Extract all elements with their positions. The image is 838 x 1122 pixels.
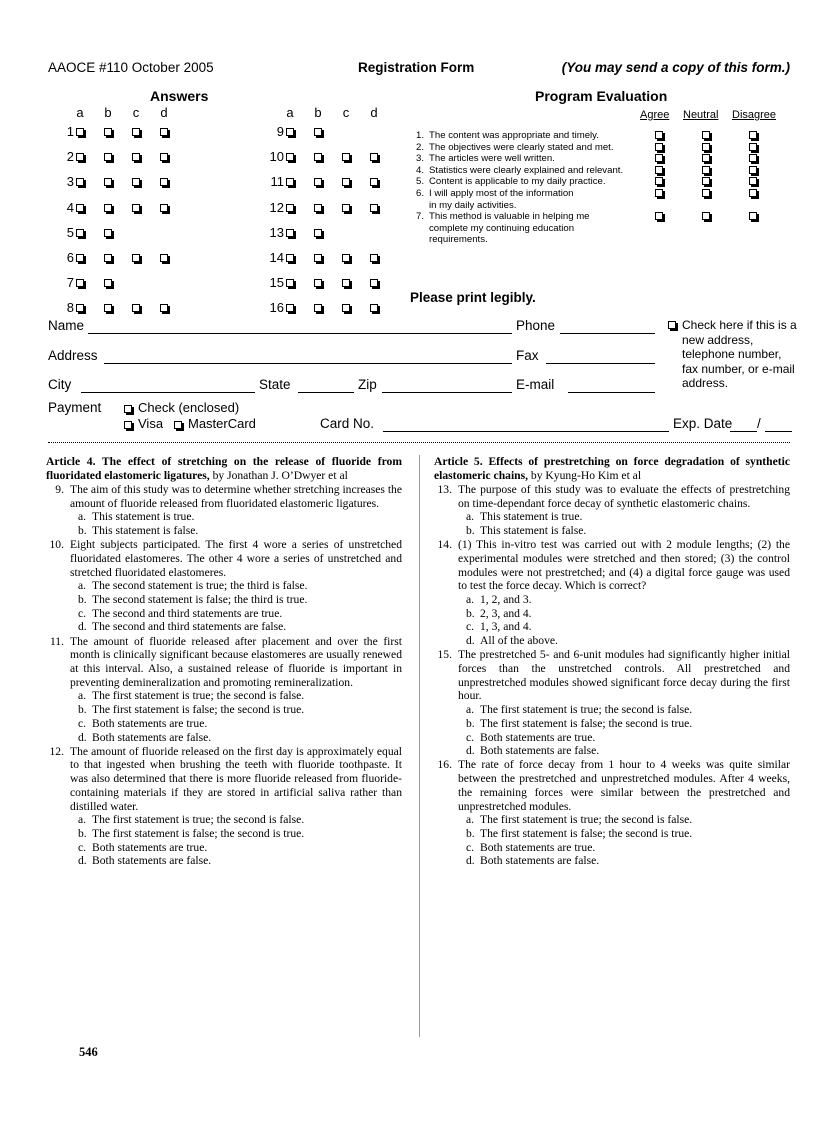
question-option-text: Both statements are false. [480, 744, 600, 758]
question-option-text: 2, 3, and 4. [480, 606, 532, 620]
question-option[interactable] [466, 703, 790, 717]
answer-row-number: 5 [66, 224, 74, 240]
question-stem: (1) This in-vitro test was carried out with 2 module lengths; (2) the experimental modules were stretched and then stored; (3) the control modules were not prestretched; and (4) a digital force gauge was used to test the force decay. Which is correct? [458, 538, 790, 593]
payment-check-checkbox[interactable] [124, 405, 132, 413]
program-evaluation-heading: Program Evaluation [535, 88, 668, 104]
question [434, 538, 790, 648]
question-option-text: The second and third statements are true. [92, 606, 283, 620]
question-option-text: The second and third statements are false. [92, 620, 287, 634]
evaluation-item-number: 5. [415, 176, 424, 188]
question-option[interactable] [78, 703, 402, 717]
answer-row-number: 16 [269, 300, 284, 316]
question-option-text: Both statements are false. [92, 730, 212, 744]
answer-row-number: 7 [66, 275, 74, 291]
question-option-letter: b. [466, 524, 475, 538]
question-option-text: The first statement is true; the second is false. [92, 689, 305, 703]
question-option[interactable] [466, 524, 790, 538]
evaluation-item-text-continued: in my daily activities. [429, 199, 517, 211]
question [46, 745, 402, 868]
evaluation-item-number: 4. [415, 164, 424, 176]
question-option[interactable] [78, 689, 402, 703]
question-option-letter: b. [78, 524, 87, 538]
question-option-letter: d. [78, 620, 87, 634]
question-option-letter: a. [78, 510, 87, 524]
copy-notice: (You may send a copy of this form.) [561, 60, 790, 75]
question-option-letter: b. [78, 703, 87, 717]
question [46, 483, 402, 538]
evaluation-item-text: The objectives were clearly stated and met. [429, 141, 614, 153]
answer-row-number: 15 [269, 275, 284, 291]
zip-label: Zip [358, 377, 377, 392]
question-option[interactable] [78, 827, 402, 841]
question-option[interactable] [466, 593, 790, 607]
answer-row-number: 1 [66, 124, 74, 139]
question-option-text: Both statements are true. [92, 716, 208, 730]
question-option-letter: b. [466, 606, 475, 620]
question-option[interactable] [78, 813, 402, 827]
question-option-letter: a. [466, 593, 475, 607]
question-option-text: The first statement is true; the second is false. [480, 813, 693, 827]
exp-year-input[interactable] [765, 431, 792, 432]
fax-input[interactable] [546, 363, 655, 364]
question-stem: The amount of fluoride released on the first day is approximately equal to that ingested when brushing the teeth with fluoride toothpaste. It was also determined that there is more fluoride released from fluoride-containing materials if they are stored in artificial saliva rather than distilled water. [70, 744, 402, 813]
answer-column-letter-c: c [342, 105, 350, 120]
question-option-text: This statement is true. [480, 510, 583, 524]
question-option[interactable] [78, 607, 402, 621]
payment-visa-label: Visa [138, 416, 164, 431]
question-option[interactable] [78, 717, 402, 731]
question-option[interactable] [78, 579, 402, 593]
question-option[interactable] [466, 620, 790, 634]
payment-mastercard-checkbox[interactable] [174, 421, 182, 429]
phone-label: Phone [516, 318, 556, 333]
question-option-letter: d. [78, 730, 87, 744]
email-label: E-mail [516, 377, 555, 392]
article-byline: by Kyung-Ho Kim et al [528, 468, 642, 482]
evaluation-item-number: 3. [415, 153, 424, 165]
zip-input[interactable] [382, 392, 512, 393]
exp-date-label: Exp. Date [673, 416, 733, 431]
evaluation-scale-neutral: Neutral [683, 109, 719, 121]
question-number: 14. [437, 538, 452, 552]
card-no-label: Card No. [320, 416, 375, 431]
question-option-letter: c. [78, 606, 87, 620]
name-label: Name [48, 318, 85, 333]
question-stem: Eight subjects participated. The first 4 wore a series of unstretched fluoridated elastomeres. The other 4 wore a series of unstretched and stretched fluoridated elastomeres. [70, 538, 402, 579]
question-option-text: The first statement is false; the second is true. [480, 826, 693, 840]
question-option[interactable] [466, 634, 790, 648]
column-divider [419, 455, 420, 1037]
form-title: Registration Form [358, 60, 475, 75]
question-option-text: This statement is true. [92, 510, 195, 524]
question-option[interactable] [466, 607, 790, 621]
question-number: 16. [437, 758, 452, 772]
payment-label: Payment [48, 400, 102, 415]
new-address-checkbox[interactable] [668, 321, 676, 329]
question-option-letter: a. [466, 703, 475, 717]
question-option-letter: d. [466, 854, 475, 868]
answer-row-number: 10 [269, 149, 284, 165]
question-option-letter: c. [78, 840, 87, 854]
question-option[interactable] [466, 717, 790, 731]
question-option-letter: d. [466, 634, 475, 648]
article-title [46, 455, 402, 482]
question-number: 10. [49, 538, 64, 552]
question-stem: The rate of force decay from 1 hour to 4 weeks was quite similar between the prestretched and unprestretched modules. After 4 weeks, the remaining forces were similar between the prestretched and unprestretched modules. [458, 758, 790, 813]
question-number: 13. [437, 482, 452, 496]
print-legibly-note: Please print legibly. [410, 290, 536, 305]
question [434, 758, 790, 868]
answer-row-number: 12 [269, 199, 284, 215]
evaluation-item-text-continued: complete my continuing education [429, 222, 575, 234]
question-option[interactable] [78, 593, 402, 607]
new-address-note-text: Check here if this is a new address, telephone number, fax number, or e-mail address. [682, 318, 797, 391]
question-option-letter: b. [78, 826, 87, 840]
question-option-text: The first statement is false; the second is true. [92, 703, 305, 717]
answer-row-number: 9 [276, 124, 284, 139]
question-option-letter: b. [78, 593, 87, 607]
question-number: 15. [437, 648, 452, 662]
question-option[interactable] [466, 731, 790, 745]
answer-column-letter-a: a [286, 105, 294, 120]
question-stem: The amount of fluoride released after placement and over the first month is clinically significant because elastomeres are usually renewed at this interval. Also, a sustained release of fluoride is important in preventing demineralization and promoting remineralization. [70, 634, 402, 689]
question-stem: The aim of this study was to determine whether stretching increases the amount of fluoride released from fluoridated elastomeric ligatures. [70, 482, 402, 510]
issue-label: AAOCE #110 October 2005 [48, 60, 214, 75]
answers-heading: Answers [150, 88, 209, 104]
evaluation-item-number: 6. [415, 187, 424, 199]
question-stem: The prestretched 5- and 6-unit modules had significantly higher initial forces than the unstretched controls. All prestretched and unprestretched modules showed significant force decay during the first hour. [458, 648, 790, 703]
question-option-letter: a. [466, 510, 475, 524]
question-option-text: Both statements are false. [92, 854, 212, 868]
question-option-text: This statement is false. [480, 524, 587, 538]
evaluation-item-text: Content is applicable to my daily practice. [429, 176, 606, 188]
article-title-text: Article 5. Effects of prestretching on force degradation of synthetic elastomeric chains, [434, 455, 790, 482]
answer-row-number: 2 [66, 149, 74, 165]
question-option[interactable] [78, 524, 402, 538]
new-address-note [668, 318, 798, 391]
evaluation-item-text: This method is valuable in helping me [429, 211, 590, 223]
question-option-letter: b. [466, 826, 475, 840]
article-title [434, 455, 790, 482]
question [46, 538, 402, 634]
evaluation-item-number: 7. [415, 211, 424, 223]
article-column-right [434, 455, 790, 868]
page-number: 546 [79, 1045, 98, 1059]
question-option[interactable] [466, 854, 790, 868]
question-option-text: The second statement is true; the third is false. [92, 579, 308, 593]
question-option-text: 1, 3, and 4. [480, 620, 532, 634]
question-option-letter: a. [78, 579, 87, 593]
question-option-text: The second statement is false; the third is true. [92, 593, 308, 607]
evaluation-item-text: The articles were well written. [429, 153, 555, 165]
evaluation-scale-disagree: Disagree [732, 109, 777, 121]
exp-month-input[interactable] [730, 431, 757, 432]
question-option-text: Both statements are true. [480, 840, 596, 854]
answer-row-number: 4 [66, 199, 74, 215]
state-input[interactable] [298, 392, 354, 393]
question-option-letter: d. [78, 854, 87, 868]
answer-column-letter-b: b [104, 105, 112, 120]
answer-row-number: 3 [66, 174, 74, 190]
evaluation-item-text: I will apply most of the information [429, 187, 574, 199]
question-option[interactable] [466, 841, 790, 855]
answer-column-letter-d: d [370, 105, 378, 120]
question-option-letter: c. [466, 620, 475, 634]
question-option-text: Both statements are true. [480, 730, 596, 744]
article-title-text: Article 4. The effect of stretching on the release of fluoride from fluoridated elastomeric ligatures, [46, 455, 402, 482]
city-input[interactable] [81, 392, 255, 393]
answer-row-number: 13 [269, 224, 284, 240]
question-option-text: The first statement is true; the second is false. [480, 703, 693, 717]
evaluation-item-text-continued: requirements. [429, 234, 488, 246]
question-option[interactable] [466, 744, 790, 758]
evaluation-item-number: 2. [415, 141, 424, 153]
evaluation-item-text: Statistics were clearly explained and relevant. [429, 164, 624, 176]
answer-column-letter-a: a [76, 105, 84, 120]
question-option[interactable] [466, 813, 790, 827]
answer-column-letter-c: c [132, 105, 140, 120]
question-option[interactable] [466, 827, 790, 841]
question-option-letter: d. [466, 744, 475, 758]
question-option-text: Both statements are false. [480, 854, 600, 868]
question-option-text: Both statements are true. [92, 840, 208, 854]
section-divider [48, 442, 790, 443]
question [434, 648, 790, 758]
address-input[interactable] [104, 363, 512, 364]
name-input[interactable] [88, 333, 512, 334]
question-option-letter: c. [78, 716, 87, 730]
question-option-text: The first statement is false; the second is true. [480, 716, 693, 730]
payment-check-label: Check (enclosed) [138, 400, 240, 415]
evaluation-item-number: 1. [415, 130, 424, 141]
question-option-text: All of the above. [480, 634, 558, 648]
address-label: Address [48, 348, 98, 363]
question-option-letter: c. [466, 840, 475, 854]
question-stem: The purpose of this study was to evaluate the effects of prestretching on time-dependant force decay of synthetic elastomeric chains. [458, 482, 790, 510]
question [46, 635, 402, 745]
question-option-letter: a. [78, 813, 87, 827]
answer-row-number: 6 [66, 249, 74, 265]
payment-visa-checkbox[interactable] [124, 421, 132, 429]
question-number: 12. [49, 744, 64, 758]
question-option-text: The first statement is true; the second is false. [92, 813, 305, 827]
question-option-text: This statement is false. [92, 524, 199, 538]
card-no-input[interactable] [383, 431, 669, 432]
answer-row-number: 14 [269, 249, 284, 265]
question-option-letter: b. [466, 716, 475, 730]
question-option-letter: a. [466, 813, 475, 827]
article-column-left [46, 455, 402, 868]
question-option[interactable] [78, 854, 402, 868]
city-label: City [48, 377, 72, 392]
answer-column-letter-b: b [314, 105, 322, 120]
evaluation-scale-agree: Agree [640, 109, 670, 121]
exp-date-slash: / [757, 416, 761, 431]
question-number: 9. [55, 482, 64, 496]
question-option[interactable] [78, 620, 402, 634]
answer-column-letter-d: d [160, 105, 168, 120]
question-option[interactable] [466, 510, 790, 524]
state-label: State [259, 377, 291, 392]
article-byline: by Jonathan J. O’Dwyer et al [209, 468, 348, 482]
question-number: 11. [49, 634, 64, 648]
payment-mastercard-label: MasterCard [188, 416, 256, 431]
fax-label: Fax [516, 348, 539, 363]
evaluation-item-text: The content was appropriate and timely. [429, 130, 599, 141]
question-option[interactable] [78, 510, 402, 524]
question-option[interactable] [78, 841, 402, 855]
question-option-text: The first statement is false; the second is true. [92, 826, 305, 840]
email-input[interactable] [568, 392, 655, 393]
question-option[interactable] [78, 731, 402, 745]
question [434, 483, 790, 538]
question-option-text: 1, 2, and 3. [480, 593, 532, 607]
question-option-letter: c. [466, 730, 475, 744]
question-option-letter: a. [78, 689, 87, 703]
answer-row-number: 11 [270, 174, 284, 190]
answer-row-number: 8 [66, 300, 74, 316]
phone-input[interactable] [560, 333, 655, 334]
